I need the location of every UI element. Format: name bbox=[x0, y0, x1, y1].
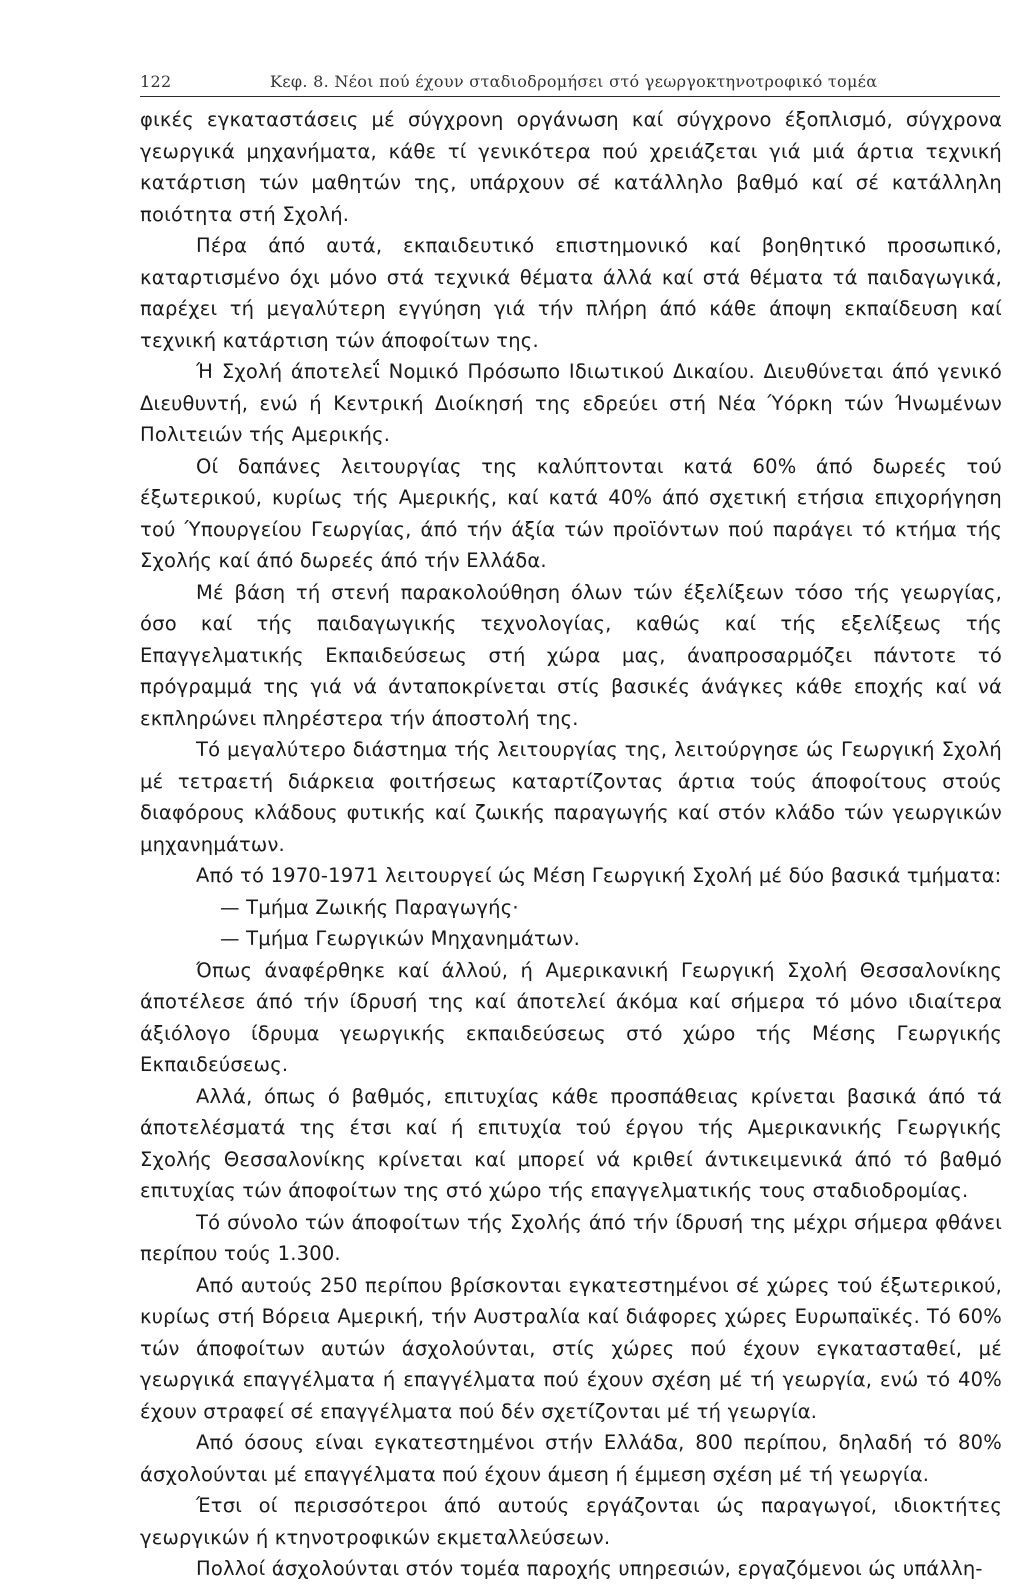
paragraph: Πολλοί άσχολούνται στόν τομέα παροχής υπηρεσιών, εργαζόμενοι ώς υπάλλη- bbox=[196, 1557, 983, 1580]
running-header bbox=[140, 68, 1000, 97]
page-number: 122 bbox=[140, 72, 172, 91]
paragraph: Τό σύνολο τών άποφοίτων τής Σχολής άπό τήν ίδρυσή της μέχρι σήμερα φθάνει περίπου τούς 1.300. bbox=[140, 1210, 1002, 1265]
paragraph: Μέ βάση τή στενή παρακολούθηση όλων τών έξελίξεων τόσο τής γεωργίας, όσο καί τής παιδαγωγικής τεχνολογίας, καθώς καί τής εξελίξεως τής Επαγγελματικής Εκπαιδεύσεως στή χώρα μας, άναπροσαρμόζει πάντοτε τό πρόγραμμά της γιά νά άνταποκρίνεται στίς βασικές άνάγκες κάθε εποχής καί νά εκπληρώνει πληρέστερα τήν άποστολή της. bbox=[140, 580, 1002, 730]
paragraph: Αλλά, όπως ό βαθμός, επιτυχίας κάθε προσπάθειας κρίνεται βασικά άπό τά άποτελέσματά της έτσι καί ή επιτυχία τού έργου τής Αμερικανικής Γεωργικής Σχολής Θεσσαλονίκης κρίνεται καί μπορεί νά κριθεί άντικειμενικά άπό τό βαθμό επιτυχίας τών άποφοίτων της στό χώρο τής επαγγελματικής τους σταδιοδρομίας. bbox=[140, 1084, 1002, 1202]
body-text bbox=[140, 104, 1002, 1585]
paragraph: Ή Σχολή άποτελεΐ Νομικό Πρόσωπο Ιδιωτικού Δικαίου. Διευθύνεται άπό γενικό Διευθυντή, ενώ ή Κεντρική Διοίκησή της εδρεύει στή Νέα Ύόρκη τών Ήνωμένων Πολιτειών τής Αμερικής. bbox=[140, 360, 1002, 446]
paragraph: Από τό 1970-1971 λειτουργεί ώς Μέση Γεωργική Σχολή μέ δύο βασικά τμήματα: bbox=[196, 864, 1002, 887]
paragraph: Όπως άναφέρθηκε καί άλλού, ή Αμερικανική Γεωργική Σχολή Θεσσαλονίκης άποτέλεσε άπό τήν ίδρυσή της καί άποτελεί άκόμα καί σήμερα τό μόνο ιδιαίτερα άξιόλογο ίδρυμα γεωργικής εκπαιδεύσεως στό χώρο τής Μέσης Γεωργικής Εκπαιδεύσεως. bbox=[140, 958, 1002, 1076]
paragraph: Από όσους είναι εγκατεστημένοι στήν Ελλάδα, 800 περίπου, δηλαδή τό 80% άσχολούνται μέ επαγγέλματα πού έχουν άμεση ή έμμεση σχέση μέ τή γεωργία. bbox=[140, 1431, 1002, 1486]
chapter-title: Κεφ. 8. Νέοι πού έχουν σταδιοδρομήσει στό γεωργοκτηνοτροφικό τομέα bbox=[270, 72, 878, 91]
paragraph: Τό μεγαλύτερο διάστημα τής λειτουργίας της, λειτούργησε ώς Γεωργική Σχολή μέ τετραετή διάρκεια φοιτήσεως καταρτίζοντας άρτια τούς άποφοίτους στούς διαφόρους κλάδους φυτικής καί ζωικής παραγωγής καί στόν κλάδο τών γεωργικών μηχανημάτων. bbox=[140, 738, 1002, 856]
paragraph: φικές εγκαταστάσεις μέ σύγχρονη οργάνωση καί σύγχρονο έξοπλισμό, σύγχρονα γεωργικά μηχανήματα, κάθε τί γενικότερα πού χρειάζεται γιά μιά άρτια τεχνική κατάρτιση τών μαθητών της, υπάρχουν σέ κατάλληλο βαθμό καί σέ κατάλληλη ποιότητα στή Σχολή. bbox=[140, 108, 1002, 226]
paragraph: Έτσι οί περισσότεροι άπό αυτούς εργάζονται ώς παραγωγοί, ιδιοκτήτες γεωργικών ή κτηνοτροφικών εκμεταλλεύσεων. bbox=[140, 1494, 1002, 1549]
paragraph: Πέρα άπό αυτά, εκπαιδευτικό επιστημονικό καί βοηθητικό προσωπικό, καταρτισμένο όχι μόνο στά τεχνικά θέματα άλλά καί στά θέματα τά παιδαγωγικά, παρέχει τή μεγαλύτερη εγγύηση γιά τήν πλήρη άπό κάθε άποψη εκπαίδευση καί τεχνική κατάρτιση τών άποφοίτων της. bbox=[140, 234, 1002, 352]
paragraph: Οί δαπάνες λειτουργίας της καλύπτονται κατά 60% άπό δωρεές τού έξωτερικού, κυρίως τής Αμερικής, καί κατά 40% άπό σχετική ετήσια επιχορήγηση τού Ύπουργείου Γεωργίας, άπό τήν άξία τών προϊόντων πού παράγει τό κτήμα τής Σχολής καί άπό δωρεές άπό τήν Ελλάδα. bbox=[140, 454, 1002, 572]
paragraph: Από αυτούς 250 περίπου βρίσκονται εγκατεστημένοι σέ χώρες τού έξωτερικού, κυρίως στή Βόρεια Αμερική, τήν Αυστραλία καί διάφορες χώρες Ευρωπαϊκές. Τό 60% τών άποφοίτων αυτών άσχολούνται, στίς χώρες πού έχουν εγκατασταθεί, μέ γεωργικά επαγγέλματα ή επαγγέλματα πού έχουν σχέση μέ τή γεωργία, ενώ τό 40% έχουν στραφεί σέ επαγγέλματα πού δέν σχετίζονται μέ τή γεωργία. bbox=[140, 1273, 1002, 1423]
list-item: — Τμήμα Γεωργικών Μηχανημάτων. bbox=[220, 927, 580, 950]
list-item: — Τμήμα Ζωικής Παραγωγής· bbox=[220, 895, 519, 919]
